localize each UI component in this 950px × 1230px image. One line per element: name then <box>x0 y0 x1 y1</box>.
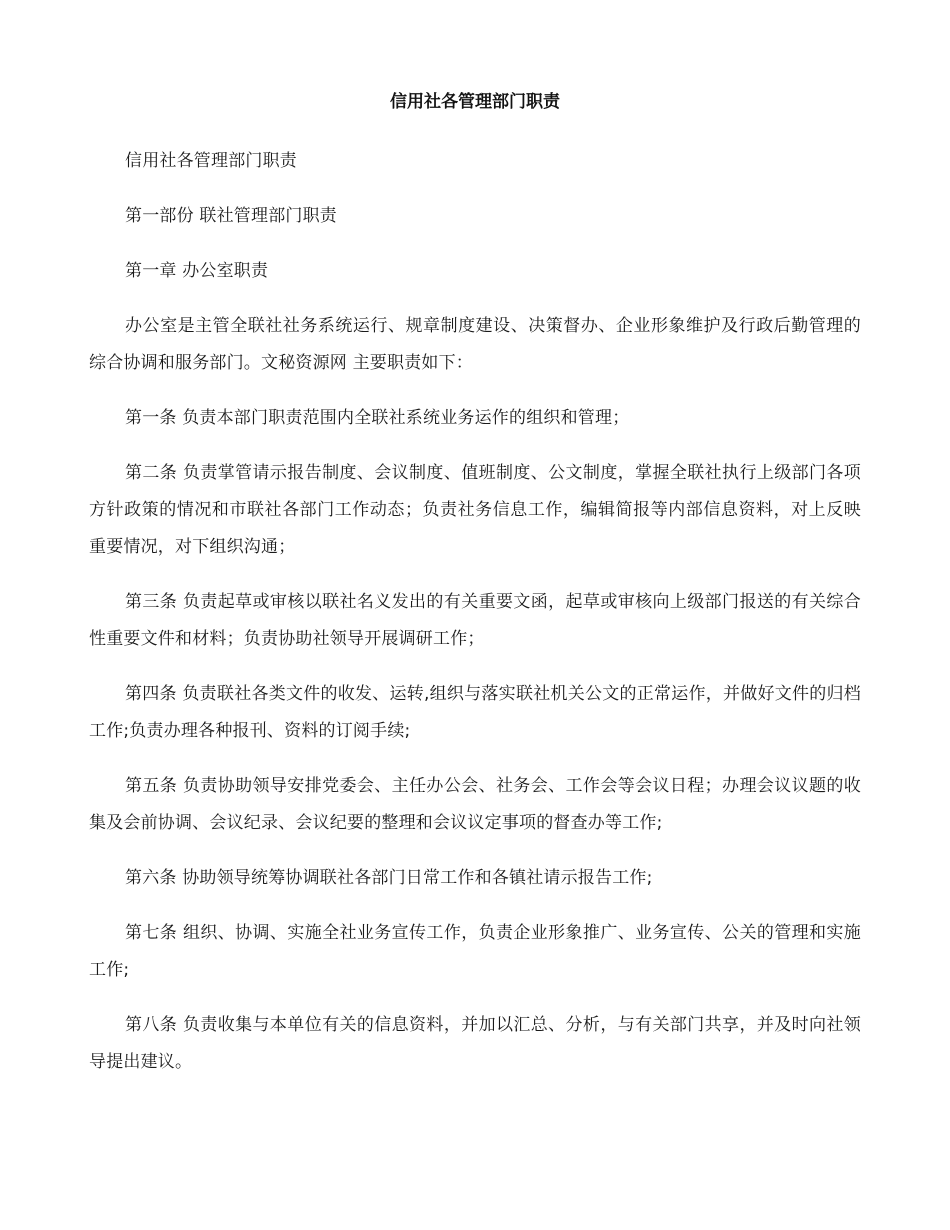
paragraph-subtitle: 信用社各管理部门职责 <box>125 151 297 171</box>
paragraph-article-8: 第八条 负责收集与本单位有关的信息资料，并加以汇总、分析，与有关部门共享，并及时向社领导提出建议。 <box>89 1015 861 1072</box>
paragraph-chapter-heading: 第一章 办公室职责 <box>125 261 269 281</box>
paragraph-article-3: 第三条 负责起草或审核以联社名义发出的有关重要文函，起草或审核向上级部门报送的有关综合性重要文件和材料；负责协助社领导开展调研工作； <box>89 592 861 649</box>
paragraph-article-6: 第六条 协助领导统筹协调联社各部门日常工作和各镇社请示报告工作; <box>125 868 653 888</box>
paragraph-article-7: 第七条 组织、协调、实施全社业务宣传工作，负责企业形象推广、业务宣传、公关的管理和实施工作; <box>89 923 861 980</box>
document-title: 信用社各管理部门职责 <box>390 92 560 112</box>
paragraph-part-heading: 第一部份 联社管理部门职责 <box>125 206 338 226</box>
paragraph-article-4: 第四条 负责联社各类文件的收发、运转,组织与落实联社机关公文的正常运作，并做好文件的归档工作;负责办理各种报刊、资料的订阅手续; <box>89 684 861 741</box>
paragraph-article-2: 第二条 负责掌管请示报告制度、会议制度、值班制度、公文制度，掌握全联社执行上级部门各项方针政策的情况和市联社各部门工作动态；负责社务信息工作，编辑简报等内部信息资料，对上反映重要情况，对下组织沟通； <box>89 463 861 557</box>
paragraph-article-5: 第五条 负责协助领导安排党委会、主任办公会、社务会、工作会等会议日程；办理会议议题的收集及会前协调、会议纪录、会议纪要的整理和会议议定事项的督查办等工作; <box>89 776 861 833</box>
paragraph-office-intro: 办公室是主管全联社社务系统运行、规章制度建设、决策督办、企业形象维护及行政后勤管理的综合协调和服务部门。文秘资源网 主要职责如下： <box>89 316 861 373</box>
paragraph-article-1: 第一条 负责本部门职责范围内全联社系统业务运作的组织和管理； <box>125 408 630 428</box>
